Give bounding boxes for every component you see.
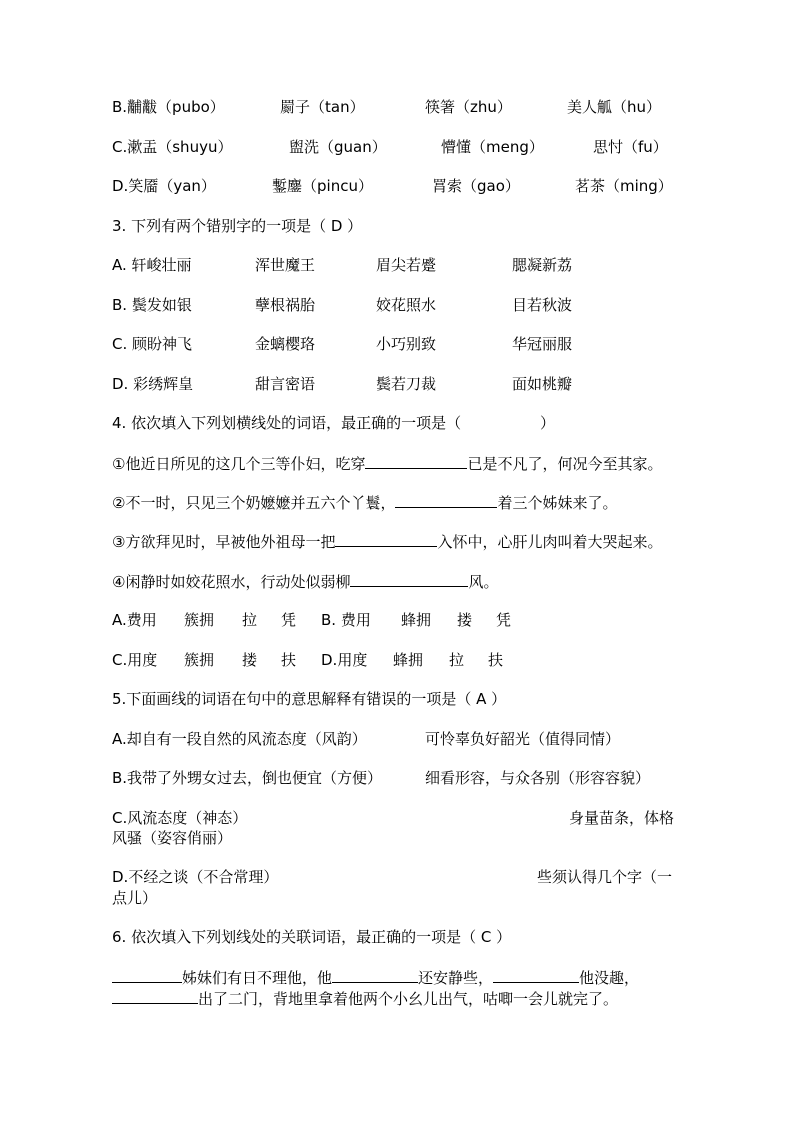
q4-b-4: 凭: [496, 611, 512, 629]
q5-a-1: A.却自有一段自然的风流态度（风韵）: [112, 730, 367, 748]
q4-sentence-4: [112, 571, 498, 592]
q5-d-2: 些须认得几个字（一: [537, 868, 673, 886]
q4-b-1: B. 费用: [321, 611, 371, 629]
q2-b-3: 筷箸（zhu）: [425, 98, 512, 116]
q3-b-1: B. 鬓发如银: [112, 296, 192, 314]
q2-d-1: D.笑靥（yan）: [112, 177, 216, 195]
q3-d-3: 鬓若刀裁: [376, 375, 437, 393]
q3-c-3: 小巧别致: [376, 335, 437, 353]
q5-stem: 5.下面画线的词语在句中的意思解释有错误的一项是（ A ）: [112, 690, 507, 708]
q5-c-2: 身量苗条，体格: [569, 809, 675, 827]
q6-blank-1: [112, 967, 182, 983]
q4-s2-after: 着三个姊妹来了。: [497, 494, 618, 512]
q6-l1-c: 他没趣，: [579, 969, 640, 987]
q4-s4-before: ④闲静时如姣花照水，行动处似弱柳: [112, 573, 351, 591]
q4-s3-before: ③方欲拜见时，早被他外祖母一把: [112, 533, 336, 551]
q5-b-1: B.我带了外甥女过去，倒也便宜（方便）: [112, 769, 383, 787]
q2-d-2: 鏨鏖（pincu）: [272, 177, 373, 195]
q3-b-3: 姣花照水: [376, 296, 437, 314]
q3-d-1: D. 彩绣辉皇: [112, 375, 194, 393]
q6-l1-b: 还安静些，: [418, 969, 494, 987]
q2-c-1: C.漱盂（shuyu）: [112, 138, 233, 156]
q2-c-3: 懵懂（meng）: [441, 138, 544, 156]
q4-s2-before: ②不一时，只见三个奶嬷嬷并五六个丫鬟，: [112, 494, 396, 512]
q4-s3-after: 入怀中，心肝儿肉叫着大哭起来。: [437, 533, 663, 551]
q3-a-1: A. 轩峻壮丽: [112, 256, 192, 274]
q4-a-3: 拉: [242, 611, 258, 629]
q2-b-2: 罽子（tan）: [280, 98, 365, 116]
q6-l2-a: 出了二门，背地里拿着他两个小幺儿出气，咕唧一会儿就完了。: [198, 990, 619, 1008]
q4-d-1: D.用度: [321, 651, 368, 669]
q3-c-2: 金螭樱珞: [255, 335, 316, 353]
q3-b-2: 孽根祸胎: [255, 296, 316, 314]
q5-option-c-cont: 风骚（姿容俏丽）: [112, 829, 233, 847]
q4-s4-after: 风。: [468, 573, 499, 591]
q3-b-4: 目若秋波: [512, 296, 573, 314]
q4-sentence-3: [112, 531, 662, 552]
q4-s4-blank: [350, 571, 468, 587]
q2-c-2: 盥洗（guan）: [289, 138, 387, 156]
q3-a-3: 眉尖若蹙: [376, 256, 437, 274]
q3-c-4: 华冠丽服: [512, 335, 573, 353]
q2-b-1: B.黼黻（pubo）: [112, 98, 225, 116]
q2-c-4: 思忖（fu）: [593, 138, 668, 156]
q3-d-2: 甜言密语: [255, 375, 316, 393]
q2-d-3: 罥索（gao）: [432, 177, 520, 195]
q4-c-3: 搂: [242, 651, 258, 669]
q4-c-2: 簇拥: [184, 651, 215, 669]
q4-a-1: A.费用: [112, 611, 157, 629]
q5-d-1: D.不经之谈（不合常理）: [112, 868, 279, 886]
q5-a-2: 可怜辜负好韶光（值得同情）: [425, 730, 621, 748]
q6-line-2: [112, 988, 618, 1009]
q6-blank-3: [493, 967, 579, 983]
q4-sentence-1: [112, 453, 662, 474]
q5-b-2: 细看形容，与众各别（形容容貌）: [425, 769, 651, 787]
q4-s1-blank: [365, 453, 467, 469]
q4-stem-text: 4. 依次填入下列划横线处的词语，最正确的一项是（: [112, 414, 462, 432]
q4-a-4: 凭: [281, 611, 297, 629]
q5-option-d-cont: 点儿）: [112, 889, 158, 907]
q6-line-1: [112, 967, 639, 988]
q4-b-2: 蜂拥: [401, 611, 432, 629]
q4-stem-close: ）: [540, 414, 556, 432]
q4-d-2: 蜂拥: [393, 651, 424, 669]
q6-blank-4: [112, 988, 198, 1004]
q2-b-4: 美人觚（hu）: [567, 98, 662, 116]
q3-stem: 3. 下列有两个错别字的一项是（ D ）: [112, 217, 363, 235]
q3-a-4: 腮凝新荔: [512, 256, 573, 274]
q3-a-2: 浑世魔王: [255, 256, 316, 274]
q2-d-4: 茗茶（ming）: [575, 177, 673, 195]
q4-sentence-2: [112, 492, 617, 513]
q4-s3-blank: [335, 531, 437, 547]
q4-d-3: 拉: [449, 651, 465, 669]
q6-blank-2: [332, 967, 418, 983]
q4-s2-blank: [395, 492, 497, 508]
q4-a-2: 簇拥: [184, 611, 215, 629]
q6-stem: 6. 依次填入下列划线处的关联词语，最正确的一项是（ C ）: [112, 928, 512, 946]
q4-c-1: C.用度: [112, 651, 158, 669]
q4-s1-before: ①他近日所见的这几个三等仆妇，吃穿: [112, 455, 366, 473]
q4-c-4: 扶: [281, 651, 297, 669]
q3-c-1: C. 顾盼神飞: [112, 335, 193, 353]
q4-s1-after: 已是不凡了，何况今至其家。: [467, 455, 663, 473]
q5-c-1: C.风流态度（神态）: [112, 809, 248, 827]
q4-d-4: 扶: [488, 651, 504, 669]
q6-l1-a: 姊妹们有日不理他，他: [182, 969, 333, 987]
q4-b-3: 搂: [457, 611, 473, 629]
q3-d-4: 面如桃瓣: [512, 375, 573, 393]
